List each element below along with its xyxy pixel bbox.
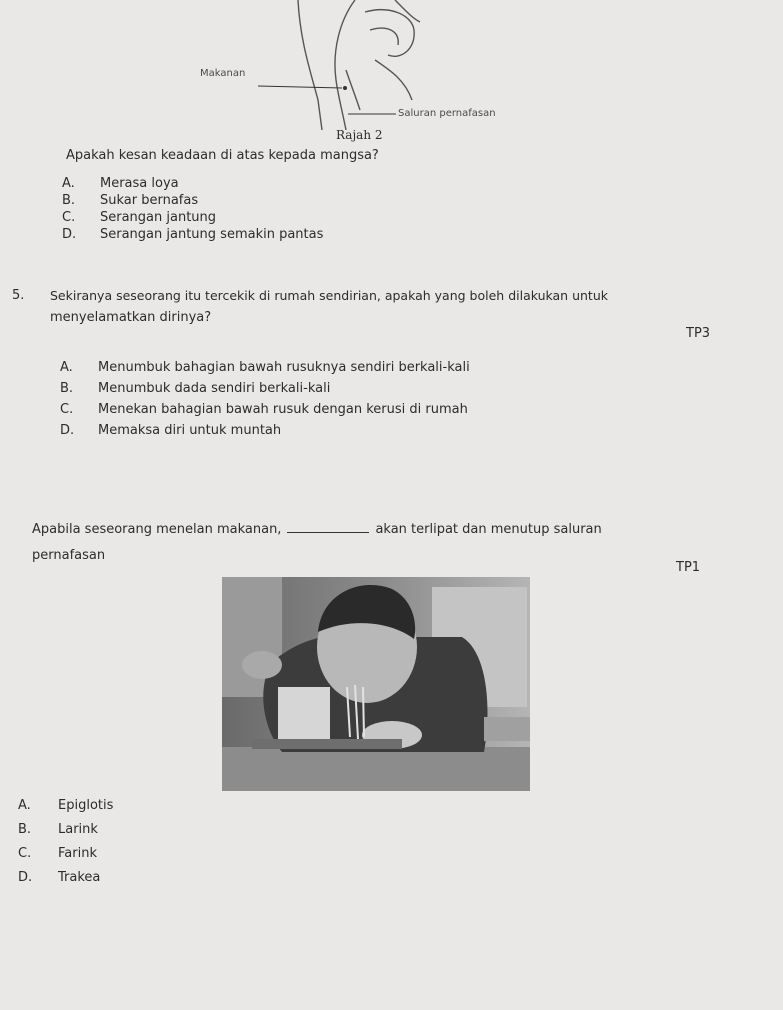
- question-6-options: [18, 798, 113, 894]
- option-text: Sukar bernafas: [100, 193, 199, 208]
- option-letter: B.: [18, 822, 32, 837]
- option-text: Larink: [58, 822, 98, 837]
- airway-label: Saluran pernafasan: [398, 108, 496, 119]
- option-text: Epiglotis: [58, 798, 114, 813]
- question-5-line1: Sekiranya seseorang itu tercekik di rumah sendirian, apakah yang boleh dilakukan untuk: [50, 288, 608, 303]
- option-text: Serangan jantung semakin pantas: [100, 227, 324, 242]
- option-letter: D.: [18, 870, 33, 885]
- option-letter: B.: [62, 193, 76, 208]
- option-a: [62, 176, 323, 193]
- option-letter: C.: [60, 402, 74, 417]
- throat-diagram: [150, 0, 570, 130]
- option-letter: A.: [62, 176, 75, 191]
- option-d: [62, 227, 323, 244]
- question-5-options: [60, 360, 470, 444]
- option-text: Serangan jantung: [100, 210, 217, 225]
- question-4-text: Apakah kesan keadaan di atas kepada mangsa?: [66, 148, 379, 163]
- question-6-before-blank: Apabila seseorang menelan makanan,: [32, 522, 282, 537]
- option-b: [62, 193, 323, 210]
- option-letter: A.: [60, 360, 73, 375]
- question-6-after-blank: akan terlipat dan menutup saluran: [375, 522, 602, 537]
- figure-caption: Rajah 2: [336, 128, 383, 142]
- option-text: Menumbuk bahagian bawah rusuknya sendiri berkali-kali: [98, 360, 470, 375]
- question-5-number: 5.: [12, 288, 25, 303]
- answer-blank: [287, 532, 369, 533]
- option-letter: A.: [18, 798, 31, 813]
- option-text: Menumbuk dada sendiri berkali-kali: [98, 381, 331, 396]
- option-letter: D.: [60, 423, 75, 438]
- question-6-line2: pernafasan: [32, 548, 106, 563]
- option-c: [62, 210, 323, 227]
- option-b: [60, 381, 470, 402]
- option-letter: B.: [60, 381, 74, 396]
- option-text: Memaksa diri untuk muntah: [98, 423, 282, 438]
- food-label: Makanan: [200, 68, 246, 79]
- option-a: [18, 798, 113, 822]
- option-c: [18, 846, 113, 870]
- child-eating-photo: [222, 577, 530, 791]
- option-text: Menekan bahagian bawah rusuk dengan kerusi di rumah: [98, 402, 468, 417]
- option-d: [60, 423, 470, 444]
- option-a: [60, 360, 470, 381]
- question-5-tag: TP3: [686, 326, 711, 341]
- option-c: [60, 402, 470, 423]
- option-letter: C.: [18, 846, 32, 861]
- option-text: Merasa loya: [100, 176, 179, 191]
- question-4-options: [62, 176, 323, 244]
- question-6-line1: [32, 522, 602, 537]
- question-6-tag: TP1: [676, 560, 701, 575]
- option-letter: D.: [62, 227, 77, 242]
- option-text: Farink: [58, 846, 97, 861]
- option-text: Trakea: [58, 870, 101, 885]
- option-d: [18, 870, 113, 894]
- option-b: [18, 822, 113, 846]
- option-letter: C.: [62, 210, 76, 225]
- question-5-line2: menyelamatkan dirinya?: [50, 310, 212, 325]
